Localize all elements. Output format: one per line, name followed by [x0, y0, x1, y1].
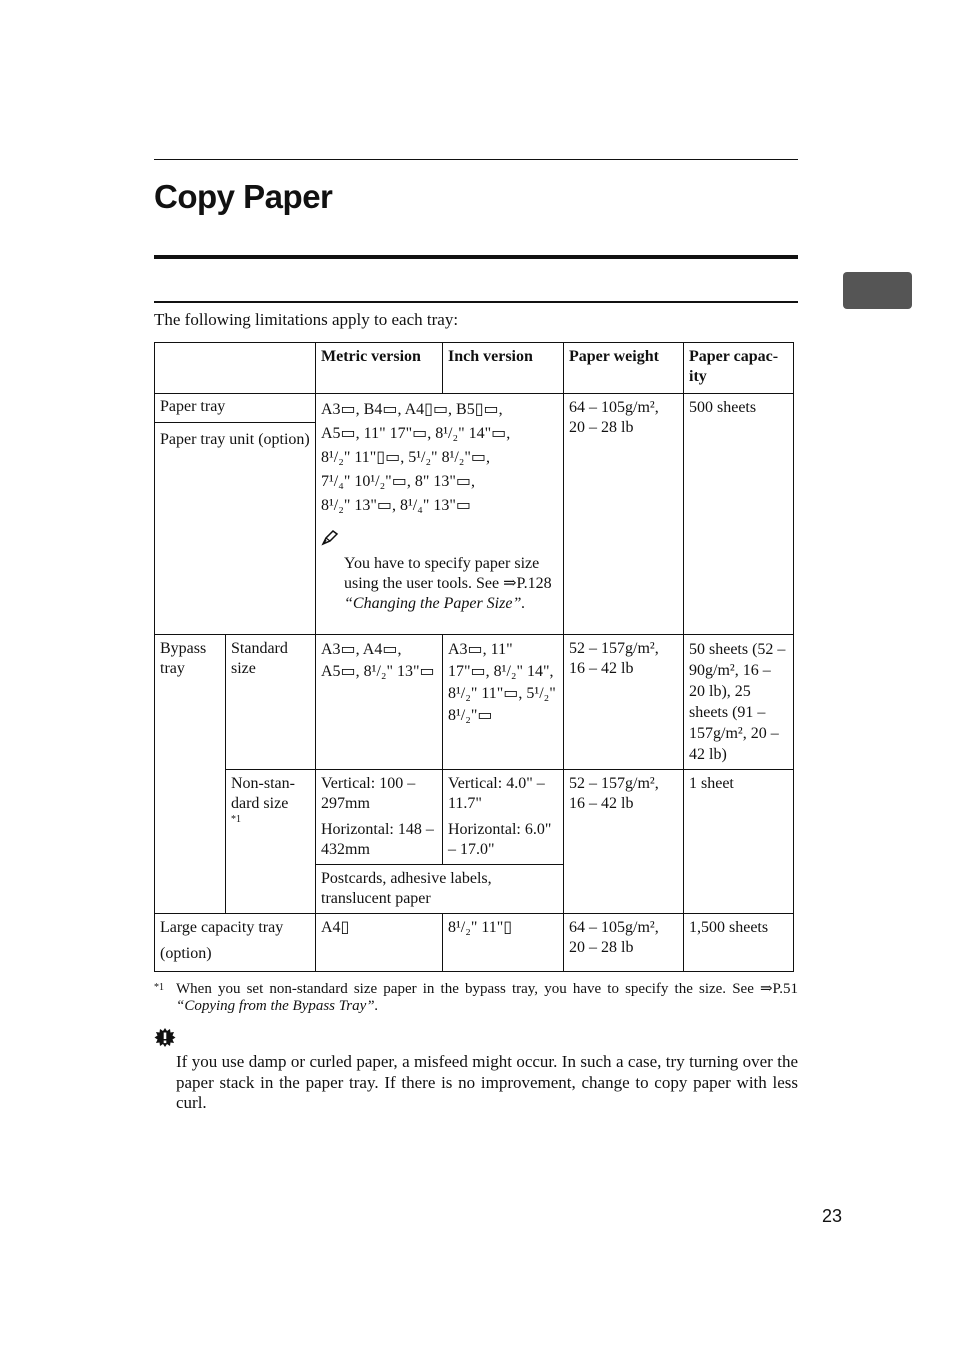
paper-tray-label-cell	[155, 394, 316, 635]
footnote-mark: *1	[154, 982, 164, 993]
intro-text: The following limitations apply to each tray:	[154, 310, 459, 329]
nonstandard-inch-cell	[443, 770, 564, 865]
paper-tray-sizes-line5: 8¹/₂" 13"▭, 8¹/₄" 13"▭	[321, 497, 471, 514]
nonstandard-metric-vertical: Vertical: 100 – 297mm	[321, 775, 416, 812]
important-text: If you use damp or curled paper, a misfeed might occur. In such a case, try turning over the paper stack in the paper tray. If there is no improvement, change to copy paper with less curl.	[176, 1052, 798, 1112]
paper-tray-sizes-line3: 8¹/₂" 11"▯▭, 5¹/₂" 8¹/₂"▭,	[321, 449, 491, 466]
footnote	[154, 981, 798, 1015]
lct-capacity: 1,500 sheets	[684, 914, 794, 972]
thin-rule	[154, 301, 798, 303]
important-icon	[154, 1027, 176, 1049]
paper-tray-unit-label: Paper tray unit (option)	[160, 431, 310, 448]
header-capacity: Paper capac-ity	[684, 343, 794, 394]
nonstandard-footnote-mark: *1	[231, 814, 241, 825]
note-text: You have to specify paper size using the user tools. See ⇒P.128	[344, 555, 552, 592]
nonstandard-metric-cell	[316, 770, 443, 865]
nonstandard-weight: 52 – 157g/m², 16 – 42 lb	[564, 770, 684, 914]
paper-tray-sizes-line1: A3▭, B4▭, A4▯▭, B5▯▭,	[321, 401, 503, 418]
pencil-note-icon	[321, 530, 339, 546]
nonstandard-capacity: 1 sheet	[684, 770, 794, 914]
standard-weight: 52 – 157g/m², 16 – 42 lb	[564, 635, 684, 770]
special-paper: Postcards, adhesive labels, translucent paper	[316, 865, 564, 914]
lct-option-label: (option)	[160, 945, 212, 962]
paper-tray-weight: 64 – 105g/m², 20 – 28 lb	[564, 394, 684, 635]
nonstandard-size-label: Non-stan-dard size	[231, 775, 295, 812]
paper-table	[154, 342, 794, 972]
table-header-row	[155, 343, 794, 394]
lct-metric: A4▯	[316, 914, 443, 972]
bypass-tray-label: Bypass tray	[155, 635, 226, 914]
note-reference-link[interactable]: “Changing the Paper Size”.	[344, 595, 526, 612]
nonstandard-metric-horizontal: Horizontal: 148 – 432mm	[321, 821, 434, 858]
nonstandard-inch-horizontal: Horizontal: 6.0" – 17.0"	[448, 821, 552, 858]
lct-label-cell	[155, 914, 316, 972]
nonstandard-inch-vertical: Vertical: 4.0" – 11.7"	[448, 775, 545, 812]
standard-capacity: 50 sheets (52 – 90g/m², 16 – 20 lb), 25 sheets (91 – 157g/m², 20 – 42 lb)	[684, 635, 794, 770]
header-empty	[155, 343, 316, 394]
page-title: Copy Paper	[154, 178, 333, 215]
table-row	[155, 635, 794, 770]
paper-tray-sizes-line2: A5▭, 11" 17"▭, 8¹/₂" 14"▭,	[321, 425, 511, 442]
footnote-text: When you set non-standard size paper in the bypass tray, you have to specify the size. See ⇒P.51	[176, 981, 798, 997]
thick-rule	[154, 255, 798, 259]
lct-weight: 64 – 105g/m², 20 – 28 lb	[564, 914, 684, 972]
chapter-tab	[843, 272, 912, 309]
standard-size-label: Standard size	[226, 635, 316, 770]
paper-tray-sizes-cell	[316, 394, 564, 635]
lct-inch: 8¹/₂" 11"▯	[443, 914, 564, 972]
header-weight: Paper weight	[564, 343, 684, 394]
header-inch: Inch version	[443, 343, 564, 394]
footnote-reference-link[interactable]: “Copying from the Bypass Tray”.	[176, 998, 379, 1014]
paper-tray-sizes-line4: 7¹/₄" 10¹/₂"▭, 8" 13"▭,	[321, 473, 475, 490]
table-row	[155, 770, 794, 865]
header-metric: Metric version	[316, 343, 443, 394]
top-rule	[154, 159, 798, 160]
paper-tray-label: Paper tray	[155, 394, 315, 423]
paper-tray-capacity: 500 sheets	[684, 394, 794, 635]
lct-label: Large capacity tray	[160, 919, 284, 936]
table-row	[155, 914, 794, 972]
table-row	[155, 394, 794, 635]
page-number: 23	[822, 1206, 843, 1226]
nonstandard-size-cell	[226, 770, 316, 914]
standard-metric: A3▭, A4▭, A5▭, 8¹/₂" 13"▭	[316, 635, 443, 770]
note-block	[321, 526, 558, 614]
standard-inch: A3▭, 11" 17"▭, 8¹/₂" 14", 8¹/₂" 11"▭, 5¹/₂" 8¹/₂"▭	[443, 635, 564, 770]
